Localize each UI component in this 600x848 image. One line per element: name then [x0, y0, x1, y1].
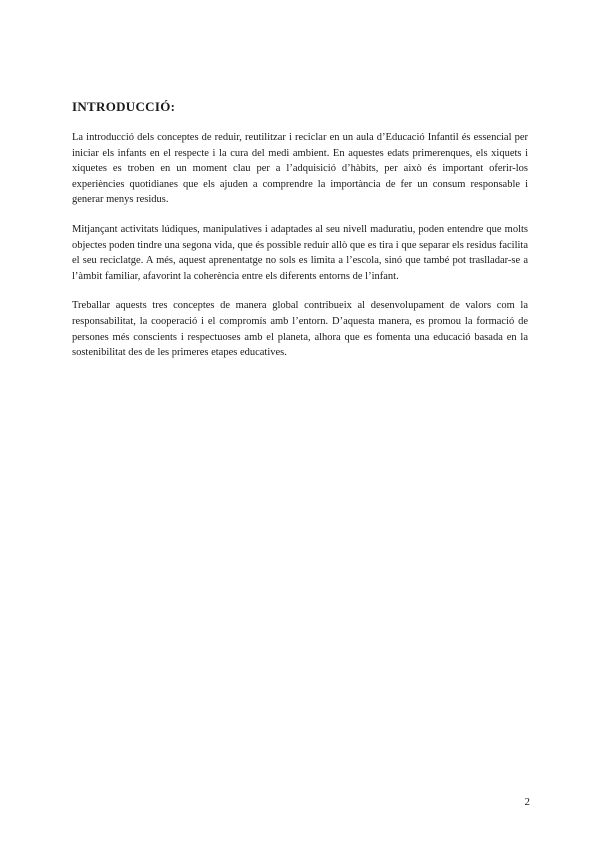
- paragraph-2: Mitjançant activitats lúdiques, manipulatives i adaptades al seu nivell maduratiu, poden entendre que molts objectes poden tindre una segona vida, que és possible reduir allò que es tira i que separar els residus facilita el seu reciclatge. A més, aquest aprenentatge no sols es limita a l’escola, sinó que també pot traslladar-se a l’àmbit familiar, afavorint la coherència entre els diferents entorns de l’infant.: [72, 223, 528, 282]
- page-number: 2: [524, 796, 530, 808]
- page-content: [72, 98, 528, 375]
- section-heading: INTRODUCCIÓ:: [72, 99, 176, 114]
- paragraph-1: La introducció dels conceptes de reduir, reutilitzar i reciclar en un aula d’Educació Infantil és essencial per iniciar els infants en el respecte i la cura del medi ambient. En aquestes edats primerenques, els xiquets i xiquetes es troben en un moment clau per a l’adquisició d’hàbits, per això és important oferir-los experiències quotidianes que els ajuden a comprendre la importància de fer un consum responsable i generar menys residus.: [72, 132, 528, 206]
- paragraph-3: Treballar aquests tres conceptes de manera global contribueix al desenvolupament de valors com la responsabilitat, la cooperació i el compromís amb l’entorn. D’aquesta manera, es promou la formació de persones més conscients i respectuoses amb el planeta, alhora que es fomenta una educació basada en la sostenibilitat des de les primeres etapes educatives.: [72, 300, 528, 359]
